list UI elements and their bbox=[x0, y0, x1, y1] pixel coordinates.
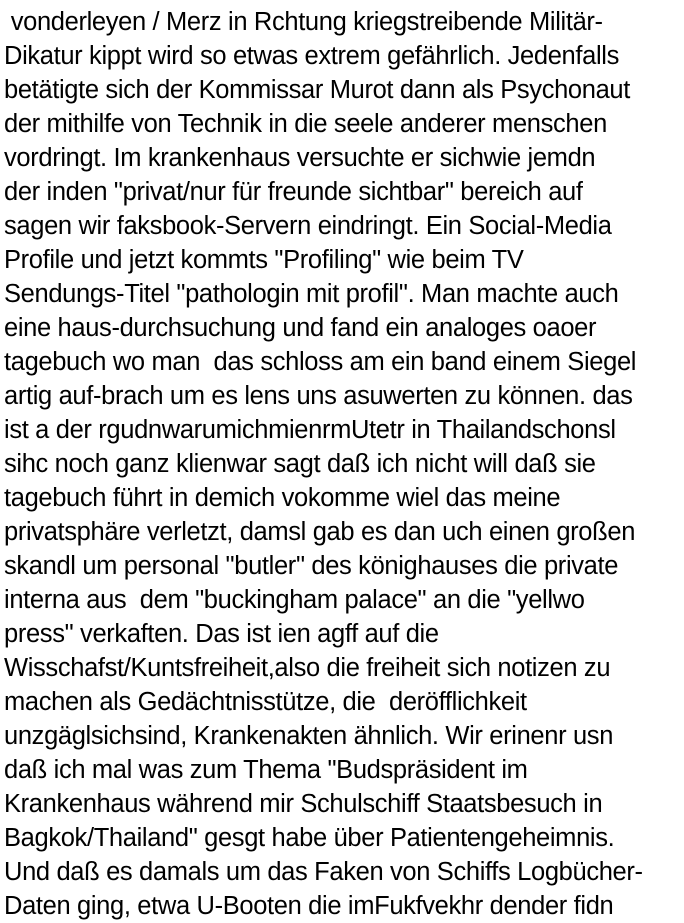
text-line: der mithilfe von Technik in die seele anderer menschen bbox=[4, 110, 607, 138]
text-line: press" verkaften. Das ist ien agff auf die bbox=[4, 620, 439, 648]
text-line: machen als Gedächtnisstütze, die deröfflichkeit bbox=[4, 688, 527, 716]
text-line: Und daß es damals um das Faken von Schiffs Logbücher- bbox=[4, 858, 643, 886]
text-line: tagebuch wo man das schloss am ein band einem Siegel bbox=[4, 348, 637, 376]
text-line: Sendungs-Titel "pathologin mit profil". Man machte auch bbox=[4, 280, 619, 308]
text-line: betätigte sich der Kommissar Murot dann als Psychonaut bbox=[4, 76, 630, 104]
text-line: sihc noch ganz klienwar sagt daß ich nicht will daß sie bbox=[4, 450, 596, 478]
text-line: vonderleyen / Merz in Rchtung kriegstreibende Militär- bbox=[4, 8, 603, 36]
text-line: eine haus-durchsuchung und fand ein analoges oaoer bbox=[4, 314, 597, 342]
text-block bbox=[4, 5, 682, 923]
text-line: privatsphäre verletzt, damsl gab es dan uch einen großen bbox=[4, 518, 636, 546]
text-line: Daten ging, etwa U-Booten die imFukfvekhr dender fidn bbox=[4, 892, 614, 920]
text-line: tagebuch führt in demich vokomme wiel das meine bbox=[4, 484, 561, 512]
text-line: Wisschafst/Kuntsfreiheit,also die freiheit sich notizen zu bbox=[4, 654, 611, 682]
text-line: der inden "privat/nur für freunde sichtbar" bereich auf bbox=[4, 178, 583, 206]
text-line: unzgäglsichsind, Krankenakten ähnlich. Wir erinenr usn bbox=[4, 722, 614, 750]
text-line: vordringt. Im krankenhaus versuchte er sichwie jemdn bbox=[4, 144, 596, 172]
text-line: sagen wir faksbook-Servern eindringt. Ein Social-Media bbox=[4, 212, 612, 240]
text-line: Dikatur kippt wird so etwas extrem gefährlich. Jedenfalls bbox=[4, 42, 619, 70]
text-line: Krankenhaus während mir Schulschiff Staatsbesuch in bbox=[4, 790, 603, 818]
text-line: interna aus dem "buckingham palace" an die "yellwo bbox=[4, 586, 585, 614]
text-line: artig auf-brach um es lens uns asuwerten zu können. das bbox=[4, 382, 633, 410]
text-line: Profile und jetzt kommts "Profiling" wie beim TV bbox=[4, 246, 524, 274]
text-line: ist a der rgudnwarumichmienrmUtetr in Thailandschonsl bbox=[4, 416, 616, 444]
text-line: Bagkok/Thailand" gesgt habe über Patientengeheimnis. bbox=[4, 824, 615, 852]
text-line: skandl um personal "butler" des könighauses die private bbox=[4, 552, 619, 580]
text-line: daß ich mal was zum Thema "Budspräsident im bbox=[4, 756, 528, 784]
